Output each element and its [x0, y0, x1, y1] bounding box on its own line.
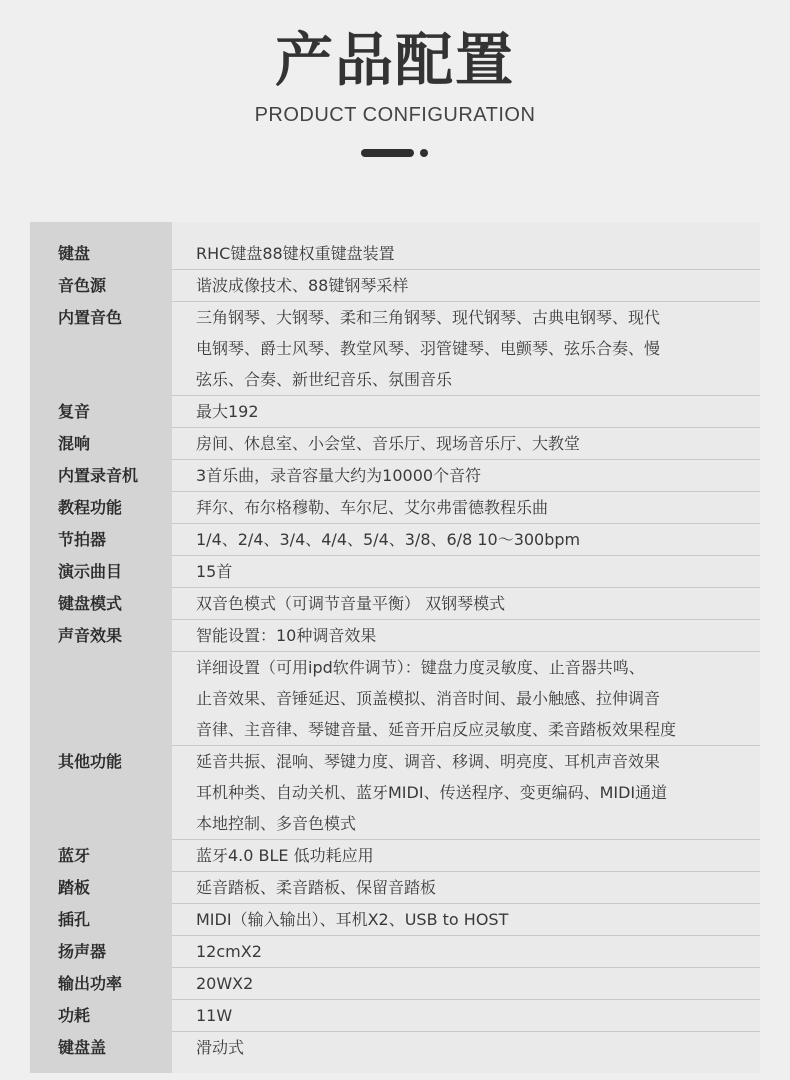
- spec-value-line: 电钢琴、爵士风琴、教堂风琴、羽管键琴、电颤琴、弦乐合奏、慢: [196, 339, 661, 358]
- spec-table-body: [30, 222, 760, 1073]
- spec-label: [30, 1032, 172, 1074]
- spec-value: [172, 460, 760, 492]
- spec-label: [30, 270, 172, 302]
- spec-value: [172, 872, 760, 904]
- spec-value: [172, 428, 760, 460]
- spec-value-line: 15首: [196, 562, 233, 581]
- spec-value: [172, 840, 760, 872]
- spec-label: [30, 428, 172, 460]
- spec-row: [30, 840, 760, 872]
- spec-value-line: MIDI（输入输出）、耳机X2、USB to HOST: [196, 910, 509, 929]
- spec-row: [30, 556, 760, 588]
- spec-value-line: 耳机种类、自动关机、蓝牙MIDI、传送程序、变更编码、MIDI通道: [196, 783, 668, 802]
- spec-label-text: 内置音色: [58, 307, 123, 327]
- spec-value-line: 智能设置：10种调音效果: [196, 626, 377, 645]
- spec-value: [172, 588, 760, 620]
- spec-value-line: 1/4、2/4、3/4、4/4、5/4、3/8、6/8 10～300bpm: [196, 530, 581, 549]
- spec-value: [172, 746, 760, 840]
- spec-value-line: RHC键盘88键权重键盘装置: [196, 244, 395, 263]
- spec-value-line: 蓝牙4.0 BLE 低功耗应用: [196, 846, 374, 865]
- spec-label-text: 内置录音机: [58, 465, 139, 485]
- divider-bar: [361, 149, 414, 157]
- spec-label-text: 键盘模式: [58, 593, 123, 613]
- spec-label-text: 扬声器: [58, 941, 107, 961]
- spec-label: [30, 968, 172, 1000]
- spec-row: [30, 524, 760, 556]
- spec-value: [172, 396, 760, 428]
- spec-label-text: 输出功率: [58, 973, 123, 993]
- spec-label: [30, 746, 172, 840]
- spec-label: [30, 222, 172, 270]
- spec-row: [30, 652, 760, 746]
- spec-label: [30, 302, 172, 396]
- spec-row: [30, 1032, 760, 1074]
- spec-value: [172, 904, 760, 936]
- title-divider: [361, 148, 431, 158]
- spec-row: [30, 588, 760, 620]
- spec-label: [30, 588, 172, 620]
- spec-label: [30, 396, 172, 428]
- spec-label-text: 其他功能: [58, 751, 123, 771]
- spec-value: [172, 620, 760, 652]
- spec-value: [172, 222, 760, 270]
- spec-row: [30, 1000, 760, 1032]
- spec-label-text: 演示曲目: [58, 561, 123, 581]
- spec-value-line: 3首乐曲，录音容量大约为10000个音符: [196, 466, 482, 485]
- spec-row: [30, 492, 760, 524]
- spec-label-text: 蓝牙: [58, 845, 91, 865]
- spec-value-line: 房间、休息室、小会堂、音乐厅、现场音乐厅、大教堂: [196, 434, 581, 453]
- spec-value: [172, 1000, 760, 1032]
- spec-value: [172, 492, 760, 524]
- spec-row: [30, 222, 760, 270]
- spec-label-text: 复音: [58, 401, 91, 421]
- spec-value-line: 弦乐、合奏、新世纪音乐、氛围音乐: [196, 370, 453, 389]
- spec-label-text: 声音效果: [58, 625, 123, 645]
- spec-label-text: 功耗: [58, 1005, 91, 1025]
- spec-value-line: 音律、主音律、琴键音量、延音开启反应灵敏度、柔音踏板效果程度: [196, 720, 677, 739]
- spec-row: [30, 396, 760, 428]
- spec-label-text: 插孔: [58, 909, 91, 929]
- spec-label: [30, 872, 172, 904]
- spec-value: [172, 524, 760, 556]
- spec-label-text: 键盘盖: [58, 1037, 107, 1057]
- spec-row: [30, 936, 760, 968]
- spec-row: [30, 746, 760, 840]
- spec-label: [30, 936, 172, 968]
- divider-dot: [420, 149, 428, 157]
- spec-row: [30, 302, 760, 396]
- spec-row: [30, 904, 760, 936]
- spec-label-text: 键盘: [58, 244, 91, 263]
- spec-label: [30, 492, 172, 524]
- spec-row: [30, 620, 760, 652]
- spec-value: [172, 936, 760, 968]
- spec-label: [30, 524, 172, 556]
- spec-value: [172, 1032, 760, 1074]
- page-header: [0, 0, 790, 220]
- spec-value: [172, 968, 760, 1000]
- spec-row: [30, 428, 760, 460]
- spec-value-line: 谐波成像技术、88键钢琴采样: [196, 276, 409, 295]
- spec-row: [30, 968, 760, 1000]
- spec-value: [172, 270, 760, 302]
- spec-table: [30, 222, 760, 1073]
- page-title: 产品配置: [274, 26, 515, 94]
- spec-value-line: 本地控制、多音色模式: [196, 814, 357, 833]
- spec-value-line: 最大192: [196, 402, 259, 421]
- spec-value-line: 三角钢琴、大钢琴、柔和三角钢琴、现代钢琴、古典电钢琴、现代: [196, 308, 661, 327]
- spec-value-line: 拜尔、布尔格穆勒、车尔尼、艾尔弗雷德教程乐曲: [196, 498, 549, 517]
- spec-label: [30, 620, 172, 652]
- spec-value: [172, 302, 760, 396]
- spec-label: [30, 460, 172, 492]
- spec-label: [30, 840, 172, 872]
- spec-value-line: 延音共振、混响、琴键力度、调音、移调、明亮度、耳机声音效果: [196, 752, 661, 771]
- spec-row: [30, 270, 760, 302]
- spec-label: [30, 904, 172, 936]
- spec-label: [30, 1000, 172, 1032]
- spec-value-line: 详细设置（可用ipd软件调节）：键盘力度灵敏度、止音器共鸣、: [196, 658, 645, 677]
- spec-value-line: 双音色模式（可调节音量平衡） 双钢琴模式: [196, 594, 506, 613]
- spec-label: [30, 556, 172, 588]
- spec-value-line: 12cmX2: [196, 942, 262, 961]
- spec-row: [30, 872, 760, 904]
- spec-value-line: 11W: [196, 1006, 233, 1025]
- spec-value: [172, 556, 760, 588]
- spec-label-text: 踏板: [58, 877, 91, 897]
- spec-row: [30, 460, 760, 492]
- spec-label-text: 节拍器: [58, 529, 107, 549]
- spec-label: [30, 652, 172, 746]
- spec-label-text: 混响: [58, 433, 91, 453]
- spec-value-line: 滑动式: [196, 1038, 245, 1057]
- spec-label-text: 教程功能: [58, 497, 123, 517]
- spec-label-text: 音色源: [58, 275, 107, 295]
- spec-value: [172, 652, 760, 746]
- spec-value-line: 20WX2: [196, 974, 254, 993]
- spec-value-line: 止音效果、音锤延迟、顶盖模拟、消音时间、最小触感、拉伸调音: [196, 689, 661, 708]
- page-subtitle: PRODUCT CONFIGURATION: [254, 104, 536, 126]
- spec-value-line: 延音踏板、柔音踏板、保留音踏板: [196, 878, 437, 897]
